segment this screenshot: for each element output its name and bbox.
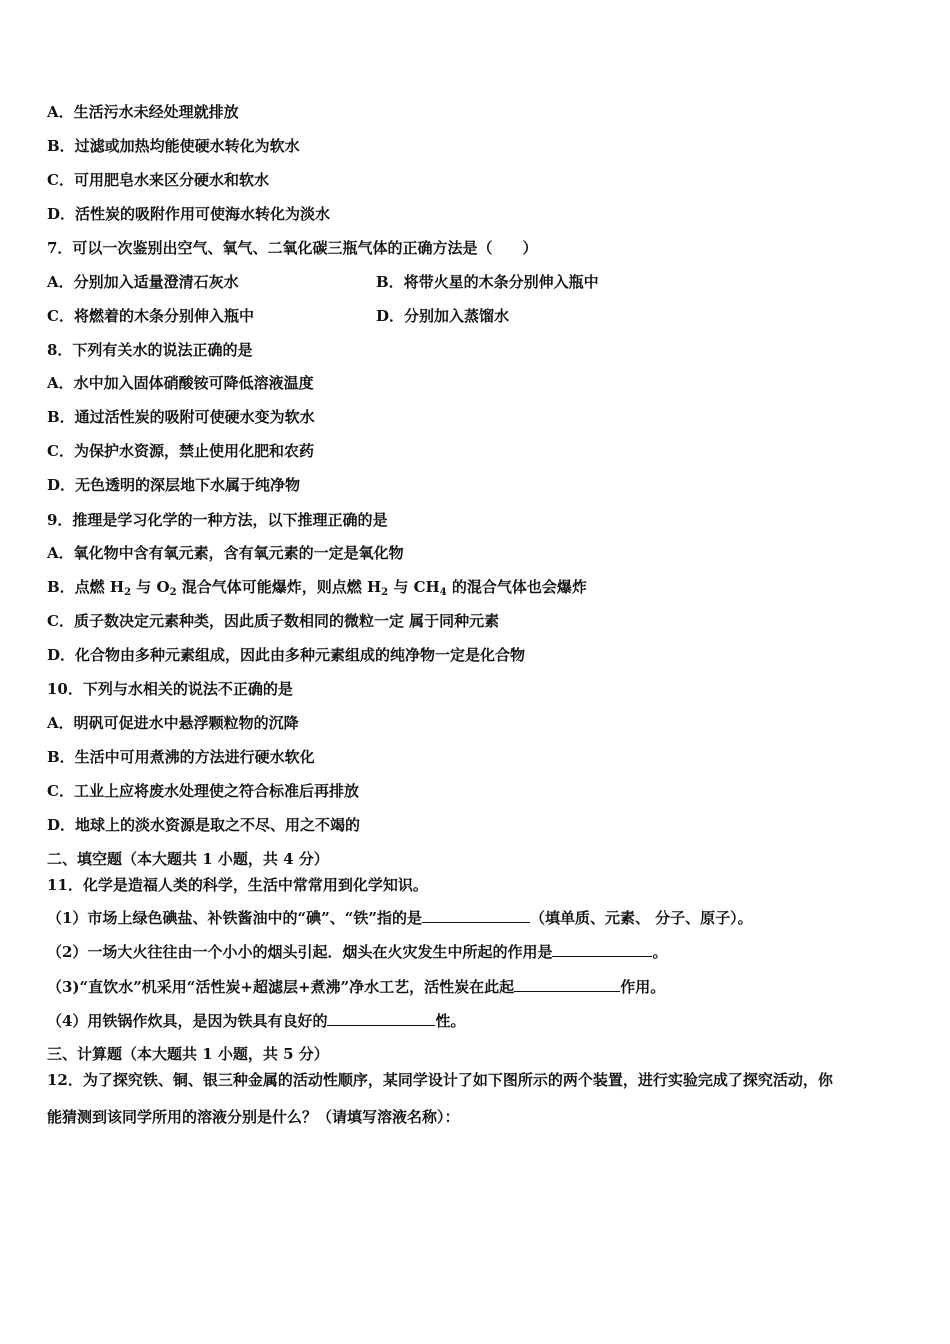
q11-sub1-text-b: （填单质、元素、 分子、原子）。 bbox=[529, 909, 753, 927]
q10-option-c: C．工业上应将废水处理使之符合标准后再排放 bbox=[47, 782, 359, 800]
q11-sub2-text-b: 。 bbox=[652, 943, 668, 961]
q7-option-d: D．分别加入蒸馏水 bbox=[376, 307, 510, 325]
q9-stem: 9．推理是学习化学的一种方法，以下推理正确的是 bbox=[47, 511, 388, 529]
q11-sub3-text-a: （3)“直饮水”机采用“活性炭+超滤层+煮沸”净水工艺，活性炭在此起 bbox=[47, 978, 515, 996]
q9-option-a: A．氧化物中含有氧元素，含有氧元素的一定是氧化物 bbox=[47, 544, 404, 562]
q9-b-part4: 与 CH bbox=[388, 578, 440, 596]
q9-option-d: D．化合物由多种元素组成，因此由多种元素组成的纯净物一定是化合物 bbox=[47, 646, 526, 664]
q11-stem: 11．化学是造福人类的科学，生活中常常用到化学知识。 bbox=[47, 876, 428, 894]
section2-heading: 二、填空题（本大题共 1 小题，共 4 分） bbox=[47, 850, 329, 868]
q9-b-part5: 的混合气体也会爆炸 bbox=[446, 578, 587, 596]
q11-sub3-text-b: 作用。 bbox=[620, 978, 666, 996]
q8-option-d: D．无色透明的深层地下水属于纯净物 bbox=[47, 476, 301, 494]
q10-option-b: B．生活中可用煮沸的方法进行硬水软化 bbox=[47, 748, 315, 766]
q9-b-part3: 混合气体可能爆炸，则点燃 H bbox=[176, 578, 382, 596]
q7-option-c: C．将燃着的木条分别伸入瓶中 bbox=[47, 307, 254, 325]
q8-stem: 8．下列有关水的说法正确的是 bbox=[47, 341, 253, 359]
q8-option-c: C．为保护水资源，禁止使用化肥和农药 bbox=[47, 442, 314, 460]
q11-sub1 bbox=[47, 907, 753, 928]
q9-b-part2: 与 O bbox=[131, 578, 170, 596]
q10-stem: 10．下列与水相关的说法不正确的是 bbox=[47, 680, 293, 698]
q9-b-sub2: 2 bbox=[169, 587, 177, 598]
q6-option-a: A．生活污水未经处理就排放 bbox=[47, 103, 239, 121]
q11-sub1-blank[interactable] bbox=[422, 907, 530, 923]
q6-option-d: D．活性炭的吸附作用可使海水转化为淡水 bbox=[47, 205, 331, 223]
q11-sub4 bbox=[47, 1010, 465, 1031]
q11-sub1-text-a: （1）市场上绿色碘盐、补铁酱油中的“碘”、“铁”指的是 bbox=[47, 909, 422, 927]
q10-option-a: A．明矾可促进水中悬浮颗粒物的沉降 bbox=[47, 714, 299, 732]
q11-sub2-text-a: （2）一场大火往往由一个小小的烟头引起．烟头在火灾发生中所起的作用是 bbox=[47, 943, 553, 961]
q9-b-sub3: 2 bbox=[381, 587, 389, 598]
q9-b-sub4: 4 bbox=[439, 587, 447, 598]
q10-option-d: D．地球上的淡水资源是取之不尽、用之不竭的 bbox=[47, 816, 361, 834]
q11-sub4-text-b: 性。 bbox=[435, 1012, 466, 1030]
q8-option-a: A．水中加入固体硝酸铵可降低溶液温度 bbox=[47, 374, 314, 392]
q11-sub2 bbox=[47, 941, 667, 962]
q12-line1: 12．为了探究铁、铜、银三种金属的活动性顺序，某同学设计了如下图所示的两个装置，进行实验完成了探究活动，你 bbox=[47, 1071, 833, 1089]
q11-sub2-blank[interactable] bbox=[552, 941, 652, 957]
q11-sub4-text-a: （4）用铁锅作炊具，是因为铁具有良好的 bbox=[47, 1012, 328, 1030]
q8-option-b: B．通过活性炭的吸附可使硬水变为软水 bbox=[47, 408, 315, 426]
q11-sub4-blank[interactable] bbox=[327, 1010, 435, 1026]
q6-option-b: B．过滤或加热均能使硬水转化为软水 bbox=[47, 137, 300, 155]
q7-option-b: B．将带火星的木条分别伸入瓶中 bbox=[376, 273, 599, 291]
q7-stem: 7．可以一次鉴别出空气、氧气、二氧化碳三瓶气体的正确方法是（ ） bbox=[47, 239, 538, 257]
q11-sub3 bbox=[47, 976, 665, 997]
q6-option-c: C．可用肥皂水来区分硬水和软水 bbox=[47, 171, 269, 189]
section3-heading: 三、计算题（本大题共 1 小题，共 5 分） bbox=[47, 1045, 329, 1063]
q9-option-b bbox=[47, 577, 587, 597]
q11-sub3-blank[interactable] bbox=[514, 976, 620, 992]
q9-option-c: C．质子数决定元素种类，因此质子数相同的微粒一定 属于同种元素 bbox=[47, 612, 500, 630]
q12-line2: 能猜测到该同学所用的溶液分别是什么？（请填写溶液名称）： bbox=[47, 1108, 460, 1126]
q9-b-part1: B．点燃 H bbox=[47, 578, 125, 596]
q9-b-sub1: 2 bbox=[124, 587, 132, 598]
q7-option-a: A．分别加入适量澄清石灰水 bbox=[47, 273, 239, 291]
